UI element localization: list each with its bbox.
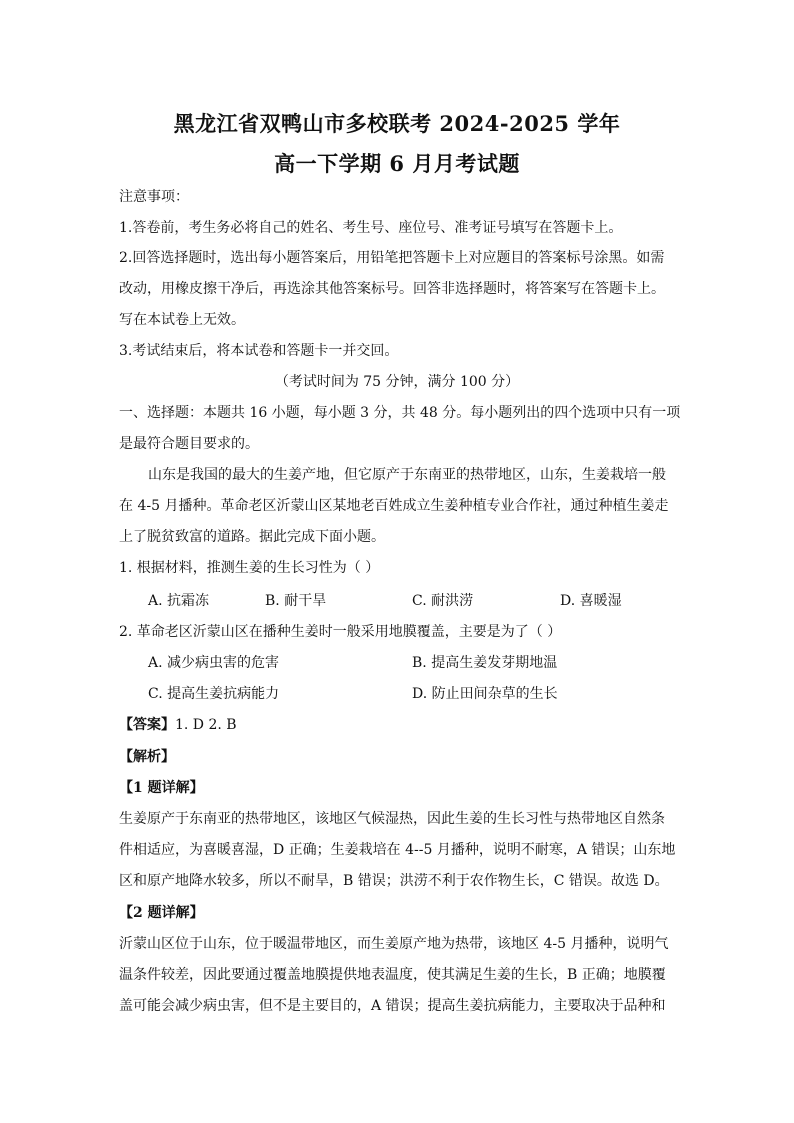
material-line-1: 山东是我国的最大的生姜产地，但它原产于东南亚的热带地区，山东，生姜栽培一般 [148,467,666,483]
question-1-option-d: D. 喜暖湿 [560,593,622,609]
material-line-3: 上了脱贫致富的道路。据此完成下面小题。 [119,529,385,545]
question-1-option-c: C. 耐洪涝 [412,593,474,609]
notice-item-2-line-3: 写在本试卷上无效。 [119,312,245,328]
question-2-option-b: B. 提高生姜发芽期地温 [412,655,558,671]
question-2-option-d: D. 防止田间杂草的生长 [412,686,558,702]
notice-heading: 注意事项： [119,189,189,205]
page-title: 黑龙江省双鸭山市多校联考 2024-2025 学年 [173,111,621,136]
question-1-stem: 1. 根据材料，推测生姜的生长习性为（ ） [119,560,380,576]
section-1-line-1: 一、选择题：本题共 16 小题，每小题 3 分，共 48 分。每小题列出的四个选项中只有一项 [119,405,681,421]
detail-2-line-1: 沂蒙山区位于山东，位于暖温带地区，而生姜原产地为热带，该地区 4-5 月播种，说明气 [119,936,669,952]
exam-info: （考试时间为 75 分钟，满分 100 分） [274,374,520,390]
question-2-stem: 2. 革命老区沂蒙山区在播种生姜时一般采用地膜覆盖，主要是为了（ ） [119,624,562,640]
answer-line [119,715,679,735]
answer-label: 【答案】 [119,717,175,733]
analysis-heading: 【解析】 [119,749,175,765]
question-1-option-b: B. 耐干旱 [265,593,327,609]
page-subtitle: 高一下学期 6 月月考试题 [274,151,520,176]
material-line-2: 在 4-5 月播种。革命老区沂蒙山区某地老百姓成立生姜种植专业合作社，通过种植生姜走 [119,498,669,514]
detail-2-heading: 【2 题详解】 [119,905,204,921]
answer-value: 1. D 2. B [175,717,237,733]
notice-item-1: 1.答卷前，考生务必将自己的姓名、考生号、座位号、准考证号填写在答题卡上。 [119,220,623,236]
detail-2-line-3: 盖可能会减少病虫害，但不是主要目的，A 错误；提高生姜抗病能力，主要取决于品种和 [119,998,666,1014]
section-1-line-2: 是最符合题目要求的。 [119,436,259,452]
notice-item-2-line-2: 改动，用橡皮擦干净后，再选涂其他答案标号。回答非选择题时，将答案写在答题卡上。 [119,281,665,297]
notice-item-3: 3.考试结束后，将本试卷和答题卡一并交回。 [119,343,399,359]
question-2-option-a: A. 减少病虫害的危害 [148,655,280,671]
detail-2-line-2: 温条件较差，因此要通过覆盖地膜提供地表温度，使其满足生姜的生长，B 正确；地膜覆 [119,967,666,983]
detail-1-line-1: 生姜原产于东南亚的热带地区，该地区气候湿热，因此生姜的生长习性与热带地区自然条 [119,811,665,827]
question-2-option-c: C. 提高生姜抗病能力 [148,686,280,702]
detail-1-heading: 【1 题详解】 [119,780,204,796]
detail-1-line-2: 件相适应，为喜暖喜湿，D 正确；生姜栽培在 4--5 月播种，说明不耐寒，A 错误；山东地 [119,842,676,858]
notice-item-2-line-1: 2.回答选择题时，选出每小题答案后，用铅笔把答题卡上对应题目的答案标号涂黑。如需 [119,250,665,266]
question-1-option-a: A. 抗霜冻 [148,593,210,609]
detail-1-line-3: 区和原产地降水较多，所以不耐旱，B 错误；洪涝不利于农作物生长，C 错误。故选 D。 [119,873,669,889]
